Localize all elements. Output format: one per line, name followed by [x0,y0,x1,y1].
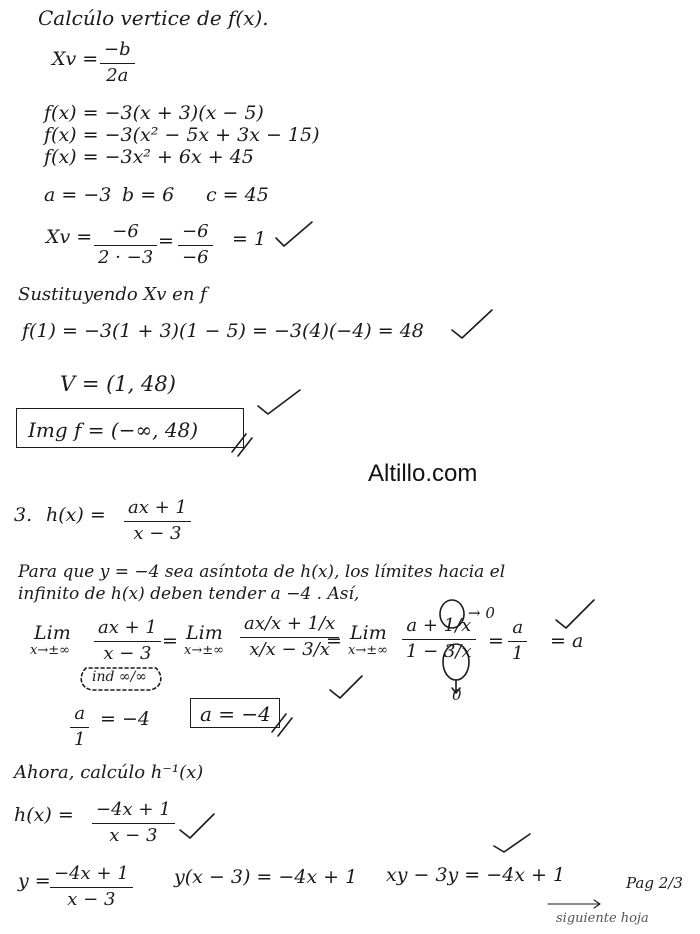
a-answer: a = −4 [200,702,271,726]
y-lhs: y = [18,870,51,892]
check-mark-3 [258,390,300,414]
check-mark-6 [180,814,214,838]
exercise-3-num: ax + 1 [124,498,191,522]
hx-def-num: −4x + 1 [92,800,175,824]
coef-b: b = 6 [122,184,175,206]
hx-def-den: x − 3 [109,824,158,846]
exercise-number: 3. [14,504,33,526]
vertex-formula-lhs: Xv = [52,48,99,70]
coef-c: c = 45 [206,184,269,206]
limit-frac2-num: ax/x + 1/x [240,614,339,638]
expansion-line-1: f(x) = −3(x + 3)(x − 5) [44,102,264,124]
limit-result: = a [550,630,584,652]
substitution-label: Sustituyendo Xv en f [18,284,207,305]
limit-frac4-den: 1 [512,642,524,664]
y-num: −4x + 1 [50,864,133,888]
limit-frac3-den: 1 − 3/x [406,640,472,662]
y-den: x − 3 [67,888,116,910]
limit-3-sub: x→±∞ [348,643,388,658]
limit-frac1-den: x − 3 [103,642,152,664]
xv-frac2-den: −6 [182,246,209,268]
asymptote-text-1: Para que y = −4 sea asíntota de h(x), los límites hacia el [18,562,506,582]
exercise-3-lhs: h(x) = [46,504,106,526]
step-3: xy − 3y = −4x + 1 [386,864,566,886]
asymptote-text-2: infinito de h(x) deben tender a −4 . Así, [18,584,360,604]
check-mark-1 [276,222,312,246]
a-result-den: 1 [74,728,86,750]
double-slash-2 [272,714,292,736]
xv-frac1-den: 2 · −3 [98,246,154,268]
limit-2-lim: Lim [186,622,223,644]
limit-frac2-den: x/x − 3/x [249,638,330,660]
vertex-point: V = (1, 48) [60,372,176,396]
xv-result: = 1 [232,228,267,250]
continue-note: siguiente hoja [556,911,649,926]
expansion-line-2: f(x) = −3(x² − 5x + 3x − 15) [44,124,320,146]
circle-1-over-x [440,600,464,628]
check-mark-2 [452,310,492,338]
limit-frac1-num: ax + 1 [94,618,161,642]
limit-frac4-num: a [508,618,527,642]
inverse-intro: Ahora, calcúlo h⁻¹(x) [14,762,204,783]
check-mark-7 [494,834,530,852]
indeterminate-note: ind ∞/∞ [92,669,147,685]
limit-eq-1: = [162,630,178,652]
watermark: Altillo.com [368,460,478,487]
vertex-formula-den: 2a [106,64,129,86]
limit-1-sub: x→±∞ [30,643,70,658]
limit-eq-3: = [488,630,504,652]
ind-bracket [81,668,161,690]
check-mark-5 [330,676,362,698]
coef-a: a = −3 [44,184,112,206]
image-answer: Img f = (−∞, 48) [28,418,199,442]
a-result-eq: = −4 [100,708,150,730]
limit-frac3-num: a + 1/x [402,616,476,640]
vertex-formula-num: −b [100,40,135,64]
xv-frac1-num: −6 [94,222,157,246]
limit-arrow-top: → 0 [468,604,495,622]
xv-frac2-num: −6 [178,222,213,246]
limit-arrow-bottom: 0 [452,686,462,704]
f-of-1-line: f(1) = −3(1 + 3)(1 − 5) = −3(4)(−4) = 48 [22,320,424,342]
expansion-line-3: f(x) = −3x² + 6x + 45 [44,146,254,168]
circle-3-over-x [443,644,469,680]
hx-def-lhs: h(x) = [14,804,74,826]
xv-equals: = [158,230,174,252]
limit-2-sub: x→±∞ [184,643,224,658]
check-mark-4 [556,600,594,628]
limit-3-lim: Lim [350,622,387,644]
xv-lhs: Xv = [46,226,93,248]
limit-1-lim: Lim [34,622,71,644]
limit-eq-2: = [326,630,342,652]
continue-arrow [548,900,600,908]
down-arrow [452,680,460,693]
step-2: y(x − 3) = −4x + 1 [174,866,358,888]
page-number: Pag 2/3 [626,874,683,892]
a-result-num: a [70,704,89,728]
exercise-3-den: x − 3 [133,522,182,544]
double-slash-1 [232,434,252,456]
page-heading: Calcúlo vertice de f(x). [38,6,269,30]
